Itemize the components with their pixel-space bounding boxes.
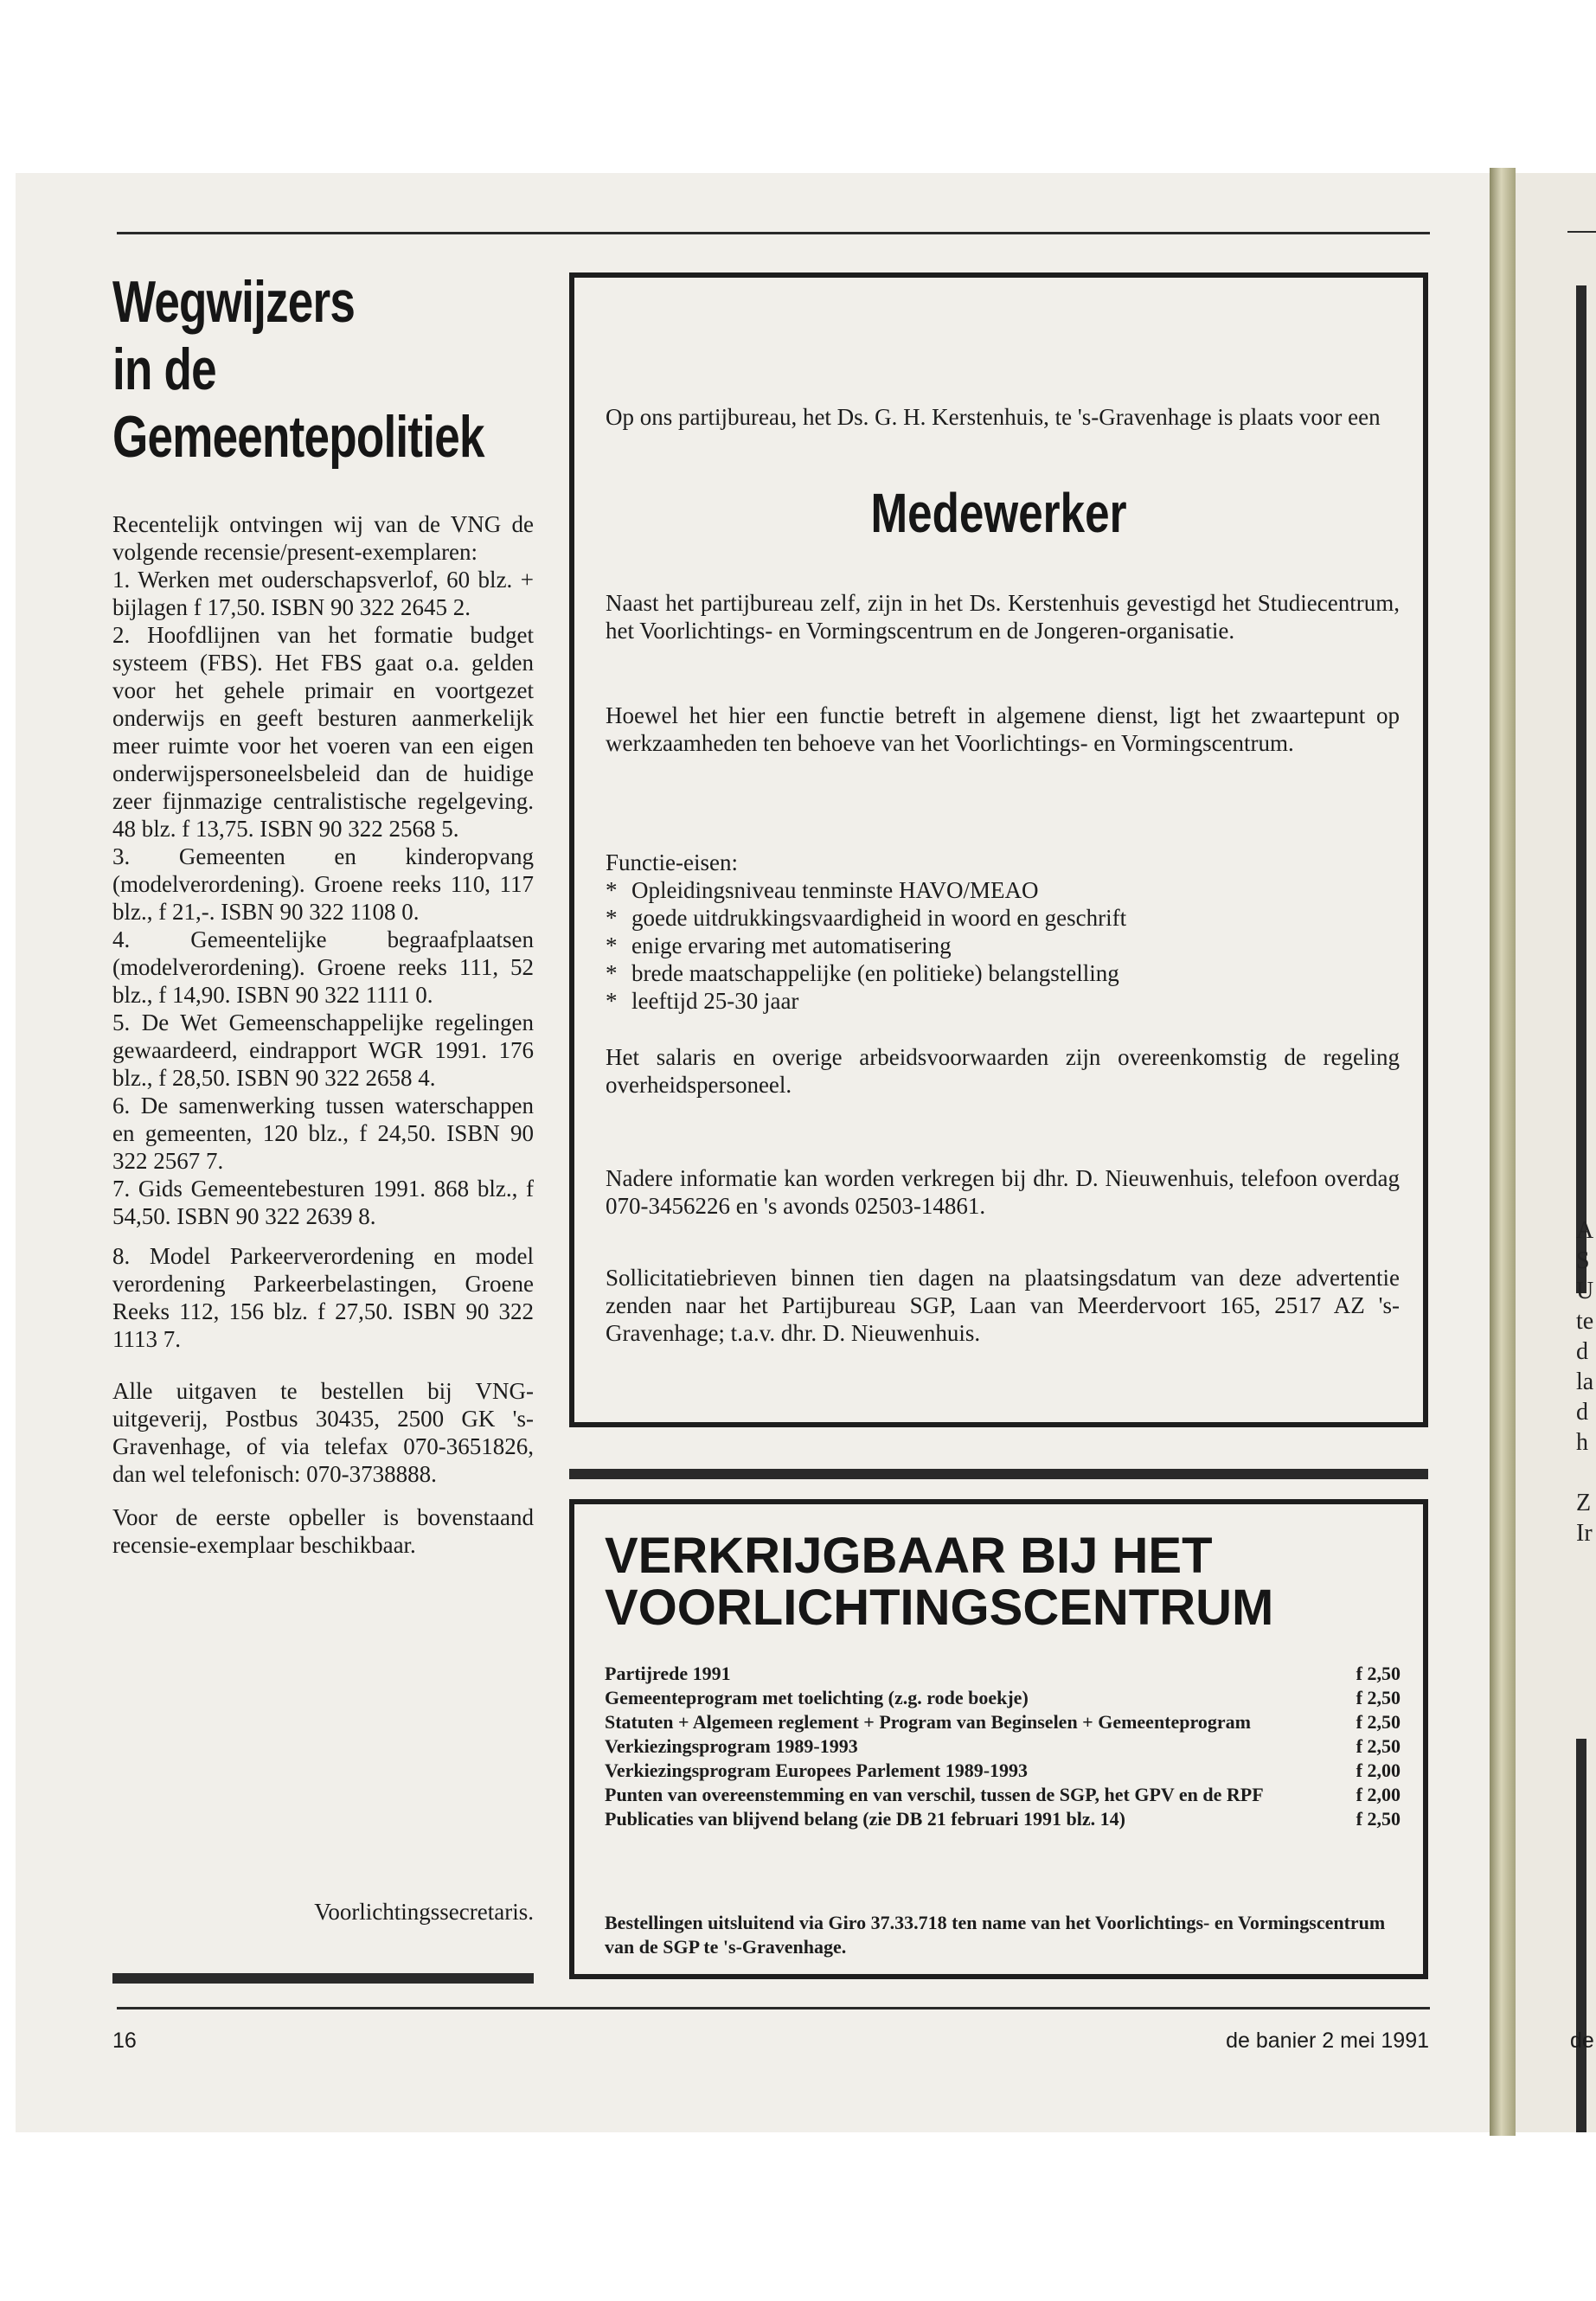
ad-paragraph-1: Naast het partijbureau zelf, zijn in het Ds. Kerstenhuis gevestigd het Studiecentrum, het Voorlichtings- en Vormingscentrum en de Jongeren-organisatie.	[606, 590, 1400, 644]
products-heading	[605, 1530, 1383, 1634]
article-title	[112, 268, 484, 471]
product-price: f 2,50	[1356, 1711, 1401, 1733]
article-order-text: Alle uitgaven te bestellen bij VNG-uitgeverij, Postbus 30435, 2500 GK 's-Gravenhage, of via telefax 070-3651826, dan wel telefonisch: 070-3738888.	[112, 1378, 534, 1487]
ad-info: Nadere informatie kan worden verkregen bij dhr. D. Nieuwenhuis, telefoon overdag 070-3456226 en 's avonds 02503-14861.	[606, 1165, 1400, 1219]
fragment: la	[1576, 1368, 1594, 1395]
fragment: Ir	[1576, 1520, 1593, 1547]
adjacent-page-text-fragments	[1576, 1215, 1593, 1548]
ad-intro: Op ons partijbureau, het Ds. G. H. Kerstenhuis, te 's-Gravenhage is plaats voor een	[606, 404, 1381, 430]
fragment: te	[1576, 1308, 1594, 1335]
adjacent-page-box-edge	[1576, 285, 1586, 1293]
article-item-4: 4. Gemeentelijke begraafplaatsen (modelverordening). Groene reeks 111, 52 blz., f 14,90. ISBN 90 322 1111 0.	[112, 926, 534, 1008]
article-first-caller: Voor de eerste opbeller is bovenstaand recensie-exemplaar beschikbaar.	[112, 1504, 534, 1558]
fragment: d	[1576, 1399, 1588, 1426]
product-price: f 2,50	[1356, 1663, 1401, 1684]
product-name: Partijrede 1991	[605, 1663, 731, 1684]
product-name: Publicaties van blijvend belang (zie DB 21 februari 1991 blz. 14)	[605, 1808, 1125, 1830]
article-item-7: 7. Gids Gemeentebesturen 1991. 868 blz., f 54,50. ISBN 90 322 2639 8.	[112, 1176, 534, 1229]
product-price: f 2,00	[1356, 1784, 1401, 1805]
product-name: Gemeenteprogram met toelichting (z.g. rode boekje)	[605, 1687, 1029, 1708]
fragment: U	[1576, 1278, 1594, 1304]
title-line-1: Wegwijzers	[112, 269, 356, 335]
article-body	[112, 510, 534, 1559]
product-row	[605, 1807, 1401, 1831]
products-heading-line-2: VOORLICHTINGSCENTRUM	[605, 1580, 1274, 1636]
products-list	[605, 1662, 1401, 1831]
adjacent-page-rule	[1567, 231, 1596, 233]
ad-separator-rule	[569, 1469, 1428, 1479]
adjacent-page	[1516, 173, 1596, 2132]
products-box	[569, 1499, 1428, 1979]
job-ad-box	[569, 272, 1428, 1427]
ad-paragraph-2: Hoewel het hier een functie betreft in algemene dienst, ligt het zwaartepunt op werkzaamheden ten behoeve van het Voorlichtings- en Vormingscentrum.	[606, 702, 1400, 756]
ad-salary: Het salaris en overige arbeidsvoorwaarden zijn overeenkomstig de regeling overheidspersoneel.	[606, 1044, 1400, 1098]
products-order-note: Bestellingen uitsluitend via Giro 37.33.718 ten name van het Voorlichtings- en Vormingscentrum van de SGP te 's-Gravenhage.	[605, 1912, 1386, 1958]
requirement-item: * leeftijd 25-30 jaar	[606, 987, 1400, 1015]
article-item-5: 5. De Wet Gemeenschappelijke regelingen gewaardeerd, eindrapport WGR 1991. 176 blz., f 28,50. ISBN 90 322 2658 4.	[112, 1009, 534, 1091]
next-page-footer-fragment: de	[1570, 2029, 1594, 2053]
ad-requirements	[606, 849, 1400, 1015]
top-rule	[117, 232, 1430, 234]
fragment: S	[1576, 1247, 1590, 1274]
product-price: f 2,50	[1356, 1687, 1401, 1708]
left-column-bottom-rule	[112, 1973, 534, 1984]
fragment: Z	[1576, 1490, 1592, 1516]
product-name: Statuten + Algemeen reglement + Program van Beginselen + Gemeenteprogram	[605, 1711, 1251, 1733]
fragment: h	[1576, 1429, 1588, 1456]
article-item-8: 8. Model Parkeerverordening en model verordening Parkeerbelastingen, Groene Reeks 112, 156 blz. f 27,50. ISBN 90 322 1113 7.	[112, 1243, 534, 1352]
product-name: Verkiezingsprogram Europees Parlement 1989-1993	[605, 1759, 1029, 1781]
publication-date: de banier 2 mei 1991	[1226, 2029, 1429, 2053]
product-row	[605, 1734, 1401, 1759]
product-row	[605, 1710, 1401, 1734]
fragment: d	[1576, 1338, 1588, 1365]
product-price: f 2,50	[1356, 1735, 1401, 1757]
fragment: A	[1576, 1217, 1594, 1244]
product-name: Punten van overeenstemming en van verschil, tussen de SGP, het GPV en de RPF	[605, 1784, 1264, 1805]
adjacent-page-box-edge-lower	[1576, 1739, 1586, 2132]
product-row	[605, 1783, 1401, 1807]
title-line-3: Gemeentepolitiek	[112, 404, 484, 470]
requirements-label: Functie-eisen:	[606, 849, 738, 875]
article-item-2: 2. Hoofdlijnen van het formatie budget systeem (FBS). Het FBS gaat o.a. gelden voor het gehele primair en voortgezet onderwijs en geeft besturen aanmerkelijk meer ruimte voor het voeren van een eigen onderwijspersoneelsbeleid dan de huidige zeer fijnmazige centralistische regelgeving. 48 blz. f 13,75. ISBN 90 322 2568 5.	[112, 622, 534, 842]
products-heading-line-1: VERKRIJGBAAR BIJ HET	[605, 1528, 1213, 1584]
product-name: Verkiezingsprogram 1989-1993	[605, 1735, 858, 1757]
article-item-6: 6. De samenwerking tussen waterschappen en gemeenten, 120 blz., f 24,50. ISBN 90 322 2567 7.	[112, 1093, 534, 1174]
page-number: 16	[112, 2029, 137, 2053]
requirements-list	[606, 876, 1400, 1015]
ad-heading: Medewerker	[870, 482, 1127, 544]
product-row	[605, 1759, 1401, 1783]
requirement-item: * goede uitdrukkingsvaardigheid in woord en geschrift	[606, 904, 1400, 932]
requirement-item: * Opleidingsniveau tenminste HAVO/MEAO	[606, 876, 1400, 904]
article-item-1: 1. Werken met ouderschapsverlof, 60 blz. + bijlagen f 17,50. ISBN 90 322 2645 2.	[112, 567, 534, 620]
requirement-item: * enige ervaring met automatisering	[606, 932, 1400, 959]
article-intro: Recentelijk ontvingen wij van de VNG de volgende recensie/present-exemplaren:	[112, 511, 534, 565]
requirement-item: * brede maatschappelijke (en politieke) belangstelling	[606, 959, 1400, 987]
product-price: f 2,50	[1356, 1808, 1401, 1830]
page-spine	[1490, 168, 1516, 2136]
ad-apply: Sollicitatiebrieven binnen tien dagen na plaatsingsdatum van deze advertentie zenden naar het Partijbureau SGP, Laan van Meerdervoort 165, 2517 AZ 's-Gravenhage; t.a.v. dhr. D. Nieuwenhuis.	[606, 1265, 1400, 1346]
fragment	[1576, 1458, 1593, 1488]
product-row	[605, 1686, 1401, 1710]
article-signature: Voorlichtingssecretaris.	[314, 1899, 534, 1925]
product-row	[605, 1662, 1401, 1686]
article-item-3: 3. Gemeenten en kinderopvang (modelverordening). Groene reeks 110, 117 blz., f 21,-. ISBN 90 322 1108 0.	[112, 843, 534, 925]
title-line-2: in de	[112, 336, 216, 402]
bottom-rule	[117, 2007, 1430, 2009]
product-price: f 2,00	[1356, 1759, 1401, 1781]
